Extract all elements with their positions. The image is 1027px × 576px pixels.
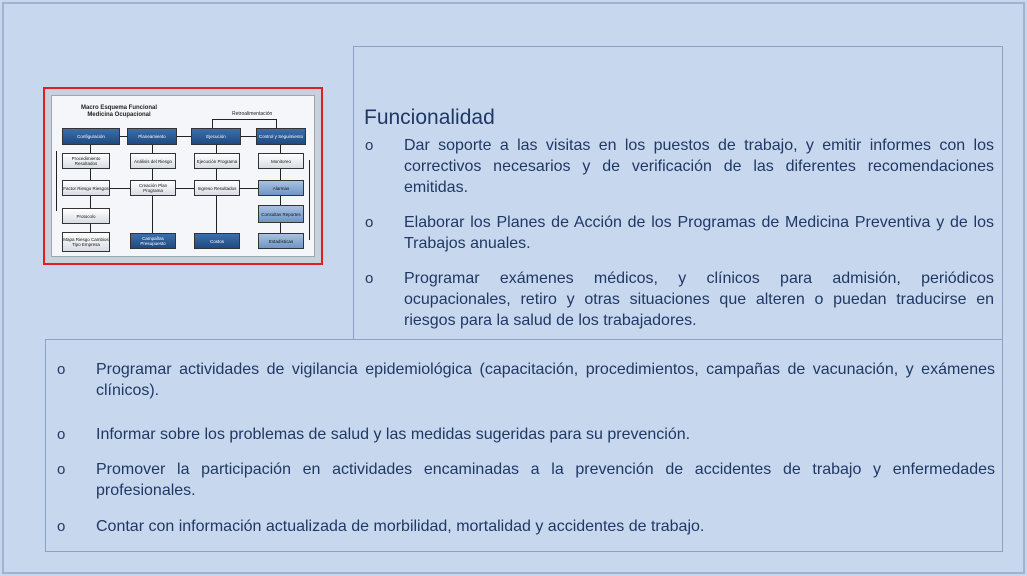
diagram-header-planeamiento: Planeamiento <box>127 128 177 145</box>
diagram-title: Macro Esquema Funcional Medicina Ocupacional <box>80 105 158 118</box>
diagram-box: Factor Riesgo Riesgos <box>62 180 110 196</box>
diagram-box: Ingreso Resultados <box>194 180 240 196</box>
bullet-text: Programar actividades de vigilancia epidemiológica (capacitación, procedimientos, campañas de vacunación, y exámenes clínicos). <box>96 361 995 399</box>
bullet-text: Informar sobre los problemas de salud y las medidas sugeridas para su prevención. <box>96 426 691 443</box>
bullet-marker: o <box>57 426 66 443</box>
list-item <box>365 212 995 254</box>
diagram-header-ejecucion: Ejecución <box>191 128 241 145</box>
list-item <box>365 135 995 198</box>
diagram-box: Consultas Reportes <box>258 205 304 223</box>
bullet-text: Promover la participación en actividades encaminadas a la prevención de accidentes de trabajo y enfermedades profesionales. <box>96 461 995 499</box>
bullet-marker: o <box>365 214 374 231</box>
diagram-box: Monitoreo <box>258 153 304 169</box>
list-item <box>365 268 995 331</box>
list-item <box>57 459 997 501</box>
diagram-canvas <box>51 95 315 257</box>
diagram-box: Ejecución Programa <box>194 153 240 169</box>
bullet-marker: o <box>57 461 66 478</box>
diagram-box: Creación Plan Programa <box>130 180 176 196</box>
diagram-box: Procedimiento Resultados <box>62 153 110 169</box>
bullet-marker: o <box>365 270 374 287</box>
diagram-header-control: Control y Seguimiento <box>256 128 306 145</box>
bullet-text: Programar exámenes médicos, y clínicos para admisión, periódicos ocupacionales, retiro y otras situaciones que alteren o puedan traducirse en riesgos para la salud de los trabajadores. <box>404 270 994 329</box>
bullet-marker: o <box>57 518 66 535</box>
functional-diagram <box>43 87 323 265</box>
diagram-box: Campañas Presupuesto <box>130 233 176 249</box>
diagram-header-configuracion: Configuración <box>62 128 120 145</box>
list-item <box>57 424 997 445</box>
bullet-marker: o <box>57 361 66 378</box>
section-heading: Funcionalidad <box>364 106 495 129</box>
diagram-box: Protocolo <box>62 208 110 224</box>
diagram-box: Mapa Riesgo Cambios Tipo Empresa <box>62 232 110 252</box>
bullet-text: Dar soporte a las visitas en los puestos de trabajo, y emitir informes con los correctivos necesarios y de verificación de las diferentes recomendaciones emitidas. <box>404 137 994 196</box>
diagram-feedback-label: Retroalimentación <box>232 111 273 117</box>
bullet-text: Contar con información actualizada de morbilidad, mortalidad y accidentes de trabajo. <box>96 518 705 535</box>
bullet-text: Elaborar los Planes de Acción de los Programas de Medicina Preventiva y de los Trabajos anuales. <box>404 214 994 252</box>
bullet-marker: o <box>365 137 374 154</box>
list-item <box>57 516 997 537</box>
diagram-box: Análisis del Riesgo <box>130 153 176 169</box>
list-item <box>57 359 997 401</box>
diagram-box: Alarmas <box>258 180 304 196</box>
diagram-box: Estadísticas <box>258 233 304 249</box>
diagram-box: Costos <box>194 233 240 249</box>
